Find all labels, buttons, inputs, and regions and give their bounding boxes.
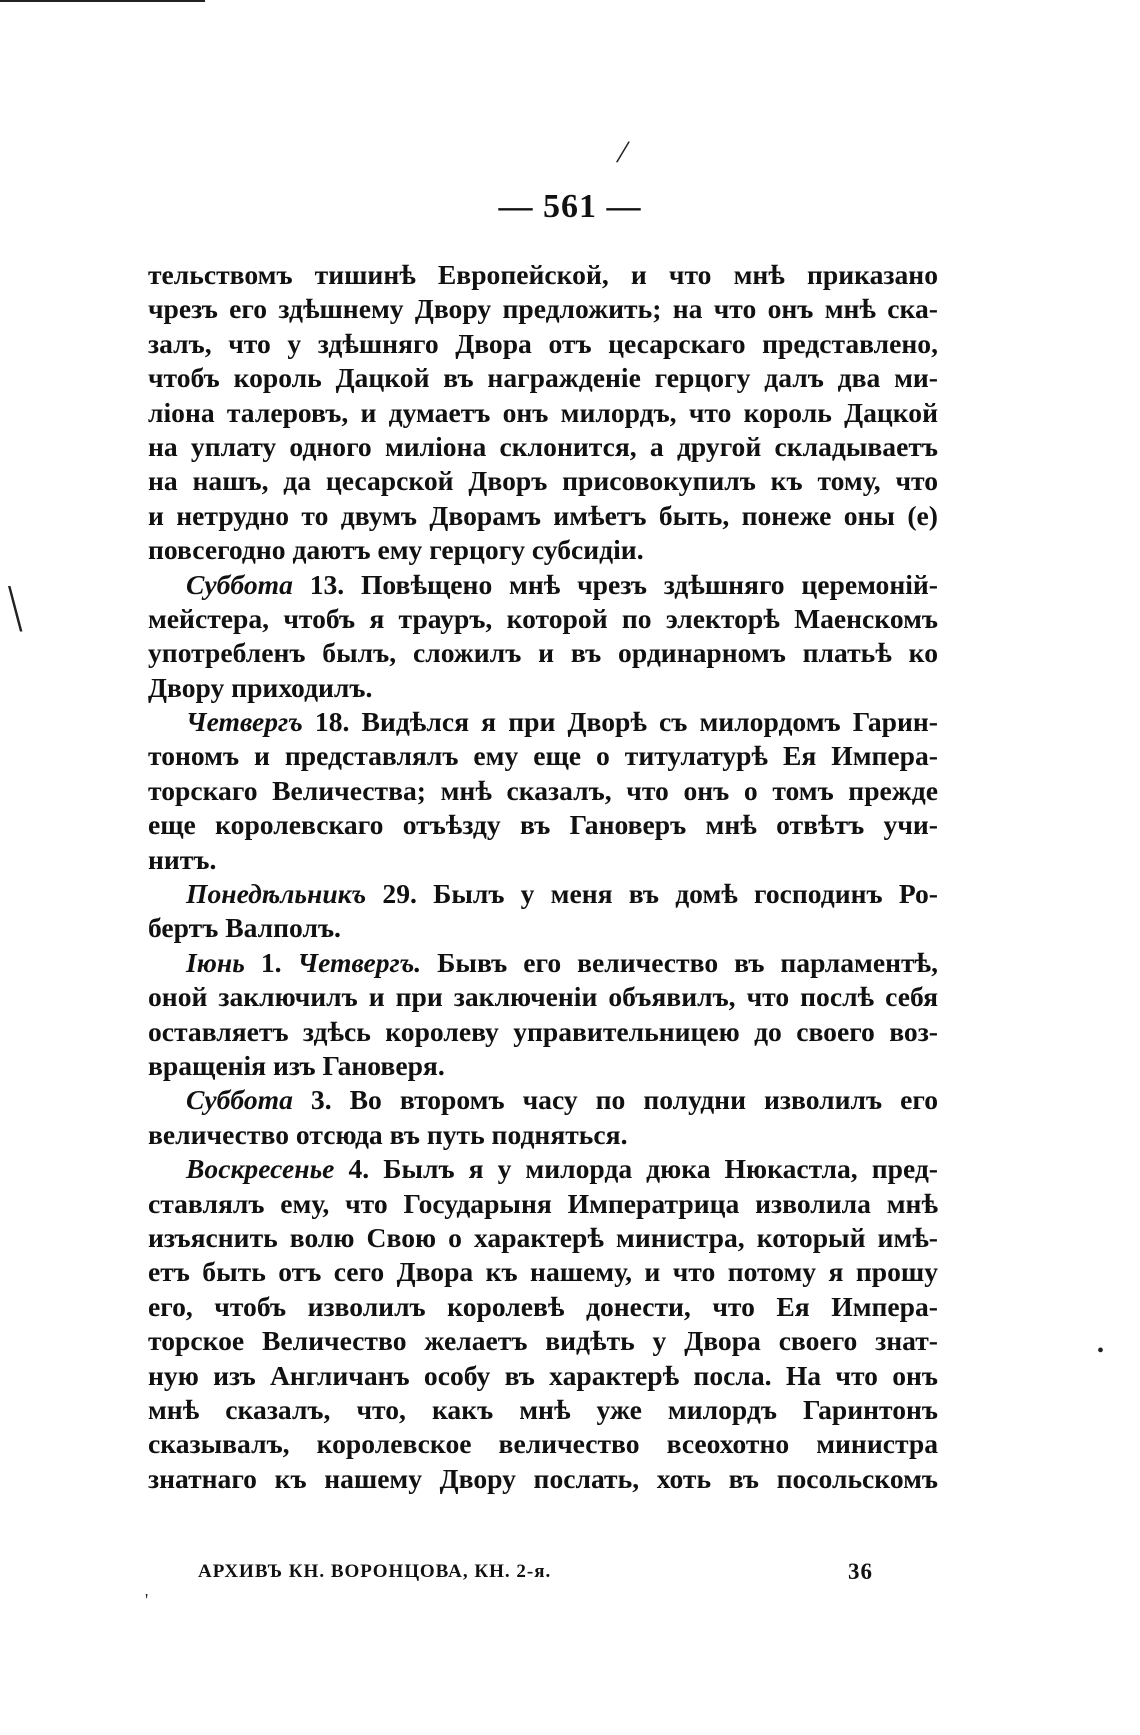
text-line: торскаго Величества; мнѣ сказалъ, что онъ о томъ прежде xyxy=(148,774,938,806)
body-text xyxy=(148,258,938,1496)
text-line: сказывалъ, королевское величество всеохотно министра xyxy=(148,1428,938,1460)
footer-signature: АРХИВЪ КН. ВОРОНЦОВА, КН. 2-я. xyxy=(198,1561,552,1582)
text-line: изъяснить волю Свою о характерѣ министра, который имѣ- xyxy=(148,1221,938,1253)
text-line: торское Величество желаетъ видѣть у Двора своего знат- xyxy=(148,1325,938,1357)
text-line: бертъ Валполъ. xyxy=(148,912,341,944)
text-line: залъ, что у здѣшняго Двора отъ цесарскаго представлено, xyxy=(148,327,938,359)
footer-sheet-number: 36 xyxy=(848,1559,873,1584)
entry-june-1 xyxy=(148,946,938,980)
entry-saturday-3 xyxy=(148,1083,938,1117)
text-line: чтобъ король Дацкой въ награжденіе герцогу далъ два ми- xyxy=(148,362,938,394)
text-line: Двору приходилъ. xyxy=(148,671,373,703)
text-line: еще королевскаго отъѣзду въ Гановеръ мнѣ отвѣтъ учи- xyxy=(148,809,938,841)
entry-saturday-13 xyxy=(148,568,938,602)
text-line: ставлялъ ему, что Государыня Императрица изволила мнѣ xyxy=(148,1187,938,1219)
entry-text: 29. Былъ у меня въ домѣ господинъ Ро- xyxy=(382,878,938,910)
day-label: Понедѣльникъ xyxy=(186,878,367,910)
day-label: Воскресенье xyxy=(186,1153,335,1185)
day-label: Суббота xyxy=(186,1084,293,1116)
text-line: на уплату одного миліона склонится, а другой складываетъ xyxy=(148,430,938,462)
text-line: тельствомъ тишинѣ Европейской, и что мнѣ приказано xyxy=(148,259,938,290)
text-line: величество отсюда въ путь подняться. xyxy=(148,1118,628,1150)
text-line: знатнаго къ нашему Двору послать, хоть въ посольскомъ xyxy=(148,1462,938,1494)
text-line: оной заключилъ и при заключеніи объявилъ, что послѣ себя xyxy=(148,981,938,1013)
text-line: ліона талеровъ, и думаетъ онъ милордъ, что король Дацкой xyxy=(148,396,938,428)
text-line: етъ быть отъ сего Двора къ нашему, и что потому я прошу xyxy=(148,1256,938,1288)
entry-monday-29 xyxy=(148,877,938,911)
margin-backslash-mark: \ xyxy=(8,572,23,647)
text-line: употребленъ былъ, сложилъ и въ ординарномъ платьѣ ко xyxy=(148,637,938,669)
text-line: тономъ и представлялъ ему еще о титулатурѣ Ея Импера- xyxy=(148,740,938,772)
entry-date: 1. xyxy=(260,946,282,978)
top-rule xyxy=(0,0,205,2)
text-line: вращенія изъ Гановеря. xyxy=(148,1049,445,1081)
entry-text: 4. Былъ я у милорда дюка Нюкастла, пред- xyxy=(348,1153,938,1185)
text-line: мнѣ сказалъ, что, какъ мнѣ уже милордъ Гаринтонъ xyxy=(148,1393,938,1425)
text-line: на нашъ, да цесарской Дворъ присовокупилъ къ тому, что xyxy=(148,465,938,497)
margin-slash-mark: / xyxy=(614,133,632,172)
day-label: Четвергъ xyxy=(186,706,303,738)
day-label: Четвергъ. xyxy=(297,946,422,978)
text-line: нитъ. xyxy=(148,843,217,875)
entry-thursday-18 xyxy=(148,705,938,739)
page-number: — 561 — xyxy=(498,188,642,225)
day-label: Суббота xyxy=(186,568,293,600)
text-line: повсегодно даютъ ему герцогу субсидіи. xyxy=(148,534,644,566)
margin-dot-mark: • xyxy=(1097,1340,1105,1362)
text-line: и нетрудно то двумъ Дворамъ имѣетъ быть, понеже оны (е) xyxy=(148,499,938,531)
entry-text: 18. Видѣлся я при Дворѣ съ милордомъ Гарин- xyxy=(314,706,938,738)
text-line: ную изъ Англичанъ особу въ характерѣ посла. На что онъ xyxy=(148,1359,938,1391)
margin-tick-mark: ' xyxy=(145,1590,149,1610)
text-line: его, чтобъ изволилъ королевѣ донести, что Ея Импера- xyxy=(148,1290,938,1322)
entry-sunday-4 xyxy=(148,1152,938,1186)
entry-text: 13. Повѣщено мнѣ чрезъ здѣшняго церемоній- xyxy=(309,568,938,600)
text-line: чрезъ его здѣшнему Двору предложить; на что онъ мнѣ ска- xyxy=(148,293,938,325)
text-line: мейстера, чтобъ я трауръ, которой по электорѣ Маенскомъ xyxy=(148,602,938,634)
entry-text: 3. Во второмъ часу по полудни изволилъ его xyxy=(310,1084,938,1116)
entry-text: Бывъ его величество въ парламентѣ, xyxy=(437,946,938,978)
text-line: оставляетъ здѣсь королеву управительницею до своего воз- xyxy=(148,1015,938,1047)
month-label: Іюнь xyxy=(186,946,245,978)
